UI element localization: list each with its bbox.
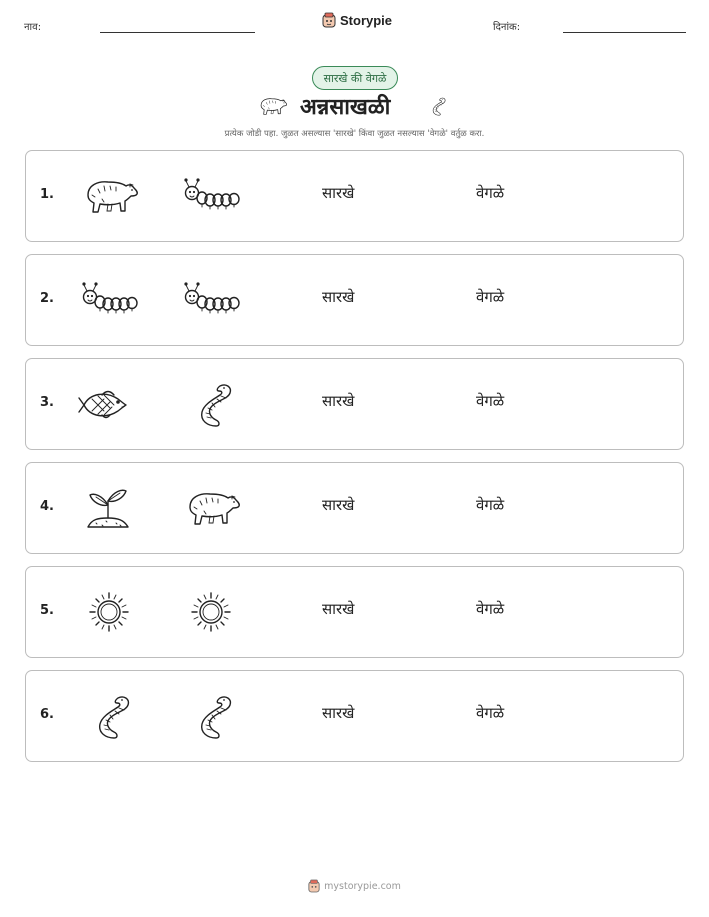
- date-label: दिनांक:: [493, 22, 521, 33]
- option-different[interactable]: वेगळे: [476, 392, 505, 410]
- exercise-row: [25, 462, 684, 554]
- option-different[interactable]: वेगळे: [476, 288, 505, 306]
- bear-icon: [180, 483, 242, 533]
- row-number: 5.: [40, 603, 54, 618]
- date-line: [563, 32, 686, 33]
- row-number: 1.: [40, 187, 54, 202]
- worm-icon: [180, 691, 242, 741]
- sun-icon: [180, 587, 242, 637]
- option-same[interactable]: सारखे: [322, 704, 355, 722]
- brand: [322, 12, 392, 28]
- category-badge: सारखे की वेगळे: [312, 66, 398, 90]
- exercise-row: [25, 566, 684, 658]
- row-number: 2.: [40, 291, 54, 306]
- name-label: नाव:: [24, 22, 42, 33]
- option-different[interactable]: वेगळे: [476, 704, 505, 722]
- page-title: अन्नसाखळी: [300, 95, 391, 120]
- option-different[interactable]: वेगळे: [476, 496, 505, 514]
- row-number: 6.: [40, 707, 54, 722]
- sun-icon: [78, 587, 140, 637]
- worm-icon: [78, 691, 140, 741]
- caterpillar-icon: [78, 275, 140, 325]
- worm-icon: [424, 91, 450, 121]
- brand-name: Storypie: [340, 12, 393, 28]
- bear-icon: [78, 171, 140, 221]
- footer: [0, 879, 709, 893]
- caterpillar-icon: [180, 275, 242, 325]
- caterpillar-icon: [180, 171, 242, 221]
- storypie-logo-icon: [322, 12, 336, 28]
- title-row: [0, 89, 709, 123]
- exercise-row: [25, 254, 684, 346]
- exercise-row: [25, 150, 684, 242]
- option-same[interactable]: सारखे: [322, 496, 355, 514]
- option-same[interactable]: सारखे: [322, 288, 355, 306]
- option-same[interactable]: सारखे: [322, 600, 355, 618]
- storypie-logo-icon: [308, 879, 320, 893]
- option-different[interactable]: वेगळे: [476, 184, 505, 202]
- row-number: 4.: [40, 499, 54, 514]
- exercise-row: [25, 358, 684, 450]
- row-number: 3.: [40, 395, 54, 410]
- option-same[interactable]: सारखे: [322, 184, 355, 202]
- instructions: प्रत्येक जोडी पहा. जुळत असल्यास 'सारखे' किंवा जुळत नसल्यास 'वेगळे' वर्तुळ करा.: [224, 129, 485, 139]
- exercise-row: [25, 670, 684, 762]
- fish-icon: [78, 379, 140, 429]
- footer-url[interactable]: mystorypie.com: [324, 880, 401, 892]
- name-line: [100, 32, 255, 33]
- bear-icon: [254, 93, 290, 119]
- option-different[interactable]: वेगळे: [476, 600, 505, 618]
- worm-icon: [180, 379, 242, 429]
- option-same[interactable]: सारखे: [322, 392, 355, 410]
- sprout-icon: [78, 483, 140, 533]
- header: [0, 0, 709, 50]
